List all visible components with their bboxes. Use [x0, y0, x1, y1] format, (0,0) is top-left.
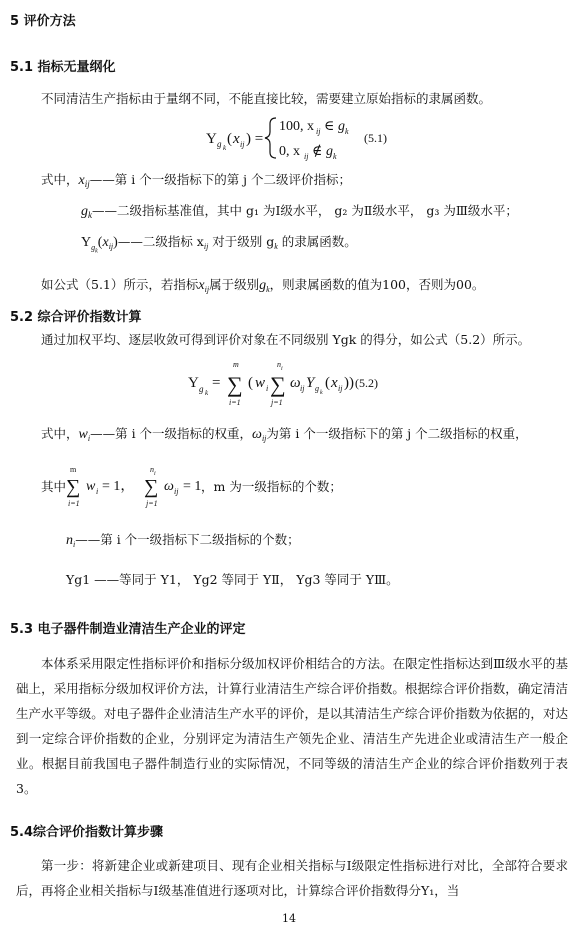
svg-text:ij: ij: [304, 152, 309, 161]
svg-text:= 1，: = 1，: [102, 479, 135, 494]
definition-membership: $Y_{g_k}(x_{ij})——$二级指标 $x_{ij}$ 对于级别 $g_k$ 的隶属函数。: [81, 234, 357, 255]
svg-text:ω: ω: [290, 375, 301, 391]
svg-text:k: k: [320, 390, 323, 396]
weight-definition: 式中，$w_i——$第 i 个一级指标的权重，$\omega_{ij}$为第 i 个一级指标下的第 j 个二级指标的权重，: [41, 426, 528, 443]
svg-text:ij: ij: [338, 384, 343, 393]
svg-text:g: g: [326, 144, 333, 159]
svg-text:x: x: [233, 131, 240, 147]
svg-text:i: i: [96, 487, 99, 496]
svg-text:i: i: [281, 366, 283, 372]
svg-text:i: i: [266, 384, 269, 393]
svg-text:)): )): [344, 375, 354, 391]
svg-text:∉: ∉: [312, 144, 323, 159]
subsection-heading-5-1: 5.1 指标无量纲化: [10, 60, 116, 75]
subsection-heading-5-3: 5.3 电子器件制造业清洁生产企业的评定: [10, 622, 246, 637]
page-number: 14: [282, 912, 296, 925]
svg-text:Y: Y: [306, 375, 315, 391]
svg-text:ij: ij: [174, 487, 179, 496]
paragraph-5-2-intro: 通过加权平均、逐层收敛可得到评价对象在不同级别 Ygk 的得分，如公式（5.2）所示。: [41, 332, 531, 347]
eq-case-2: 0, x: [279, 144, 300, 159]
constraint-prefix: 其中: [41, 479, 67, 494]
svg-text:(: (: [227, 131, 232, 147]
svg-text:k: k: [345, 127, 349, 136]
svg-text:=: =: [212, 375, 221, 391]
svg-text:(: (: [325, 375, 330, 391]
svg-text:k: k: [223, 144, 227, 152]
svg-text:g: g: [217, 139, 222, 149]
svg-text:w: w: [86, 479, 96, 494]
section-heading: 5 评价方法: [10, 14, 76, 29]
svg-text:i: i: [154, 471, 156, 477]
svg-text:∈: ∈: [324, 119, 335, 134]
svg-text:= 1: = 1: [183, 479, 202, 494]
rule-sentence: 如公式（5.1）所示，若指标$x_{ij}$属于级别$g_k$，则隶属函数的值为100，否则为00。: [41, 277, 485, 294]
subsection-heading-5-4: 5.4综合评价指数计算步骤: [10, 825, 164, 840]
equation-5-1: [0, 110, 578, 166]
svg-text:k: k: [333, 152, 337, 161]
svg-text:g: g: [315, 384, 319, 393]
equation-5-2: [0, 355, 578, 413]
paragraph-5-1-intro: 不同清洁生产指标由于量纲不同，不能直接比较，需要建立原始指标的隶属函数。: [41, 91, 492, 106]
svg-text:n: n: [277, 360, 281, 369]
constraint-suffix: ，m 为一级指标的个数；: [201, 479, 342, 494]
svg-text:i=1: i=1: [68, 499, 80, 508]
svg-text:k: k: [205, 389, 209, 397]
svg-text:m: m: [233, 360, 239, 369]
svg-text:) =: ) =: [246, 131, 264, 147]
y-equivalence-line: Yg1 ——等同于 Y1， Yg2 等同于 YⅡ， Yg3 等同于 YⅢ。: [66, 572, 399, 587]
svg-text:ij: ij: [316, 127, 321, 136]
svg-text:m: m: [70, 465, 77, 474]
svg-text:x: x: [331, 375, 338, 391]
svg-text:∑: ∑: [227, 372, 243, 397]
paragraph-5-4-body: 第一步：将新建企业或新建项目、现有企业相关指标与Ⅰ级限定性指标进行对比，全部符合要求后，再将企业相关指标与Ⅰ级基准值进行逐项对比，计算综合评价指数得分Y₁，当: [16, 858, 568, 898]
where-label: 式中，$x_{ij}——$第 i 个一级指标下的第 j 个二级评价指标；: [41, 172, 352, 189]
eq-lhs: Y: [206, 131, 217, 147]
svg-text:j=1: j=1: [271, 398, 283, 407]
definition-g: $g_k——$二级指标基准值，其中 g₁ 为Ⅰ级水平， g₂ 为Ⅱ级水平， g₃ 为Ⅲ级水平；: [81, 203, 518, 220]
svg-text:j=1: j=1: [146, 499, 158, 508]
svg-text:∑: ∑: [144, 476, 159, 498]
svg-text:Y: Y: [188, 375, 199, 391]
eq-number-5-1: (5.1): [364, 131, 387, 145]
svg-text:w: w: [255, 375, 266, 391]
svg-text:ij: ij: [240, 140, 245, 149]
eq-number-5-2: (5.2): [355, 376, 378, 390]
svg-text:ij: ij: [300, 384, 305, 393]
svg-text:∑: ∑: [270, 372, 286, 397]
svg-text:n: n: [150, 465, 154, 474]
svg-text:g: g: [338, 119, 345, 134]
ni-definition: $n_i——$第 i 个一级指标下二级指标的个数；: [66, 532, 300, 549]
eq-case-1: 100, x: [279, 119, 314, 134]
svg-text:g: g: [199, 384, 204, 394]
svg-text:(: (: [248, 375, 253, 391]
paragraph-5-3-body: 本体系采用限定性指标评价和指标分级加权评价相结合的方法。在限定性指标达到Ⅲ级水平的基础上，采用指标分级加权评价方法，计算行业清洁生产综合评价指数。根据综合评价指数，确定清洁生产水平等级。对电子器件企业清洁生产水平的评价，是以其清洁生产综合评价指数为依据的，对达到一定综合评价指数的企业，分别评定为清洁生产领先企业、清洁生产先进企业或清洁生产一般企业。根据目前我国电子器件制造行业的实际情况，不同等级的清洁生产企业的综合评价指数列于表 3。: [16, 656, 568, 796]
svg-text:i=1: i=1: [229, 398, 241, 407]
svg-text:∑: ∑: [66, 476, 81, 498]
subsection-heading-5-2: 5.2 综合评价指数计算: [10, 310, 142, 325]
svg-text:ω: ω: [164, 479, 174, 494]
